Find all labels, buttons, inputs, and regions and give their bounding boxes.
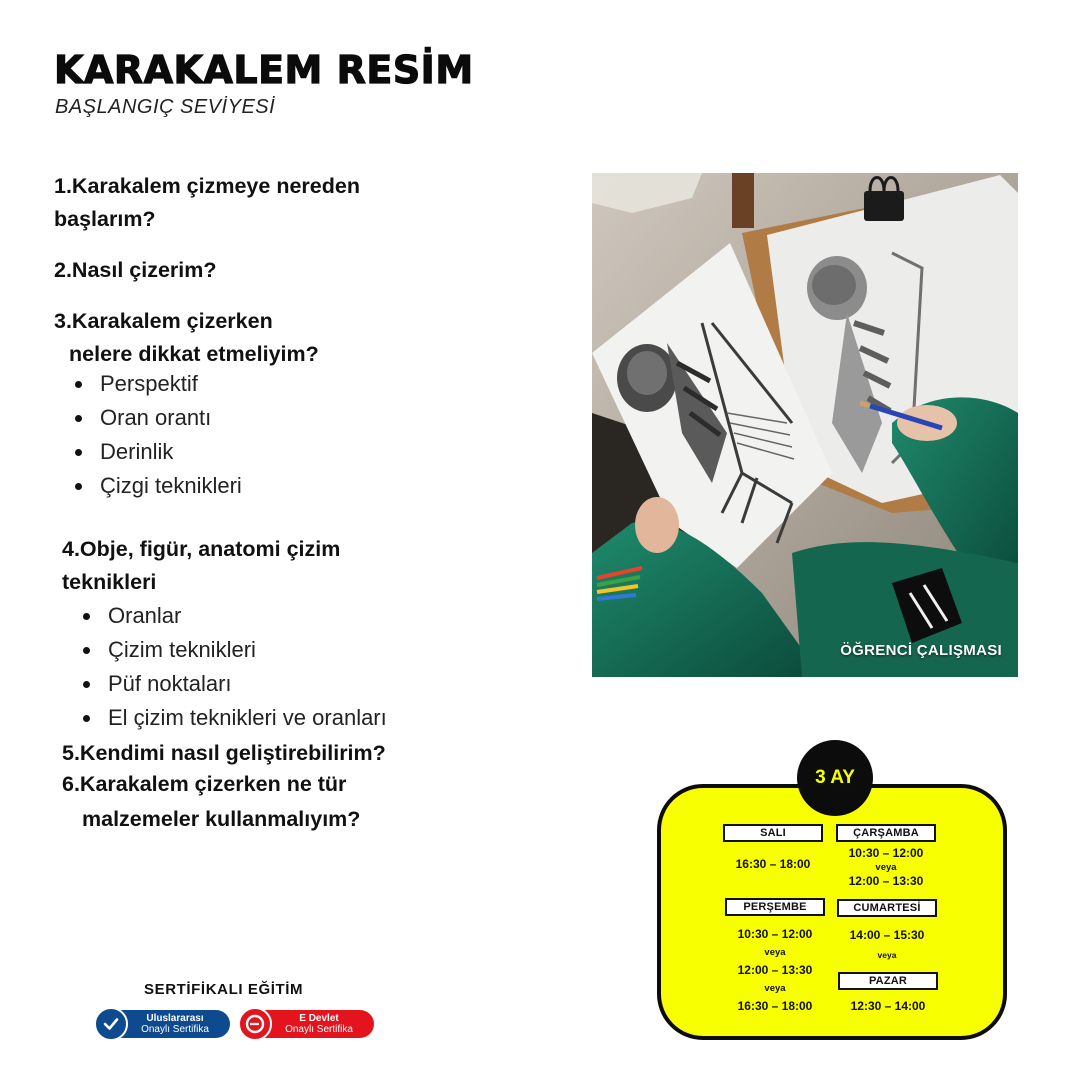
question-5 [62, 737, 386, 770]
edevlet-logo-icon [238, 1007, 272, 1041]
list-item: Çizgi teknikleri [73, 469, 242, 503]
page-title: KARAKALEM RESİM [54, 48, 474, 92]
time-carsamba-2: 12:00 – 13:30 [848, 874, 924, 888]
question-2-text: 2.Nasıl çizerim? [54, 258, 217, 282]
student-drawing-illustration [592, 173, 1018, 677]
student-work-photo [592, 173, 1018, 677]
question-6-line-1: 6.Karakalem çizerken ne tür [62, 772, 347, 796]
question-3-list [73, 367, 242, 503]
day-carsamba: ÇARŞAMBA [836, 824, 936, 842]
edevlet-certificate-line-1: E Devlet [299, 1013, 339, 1024]
time-persembe-1: 10:30 – 12:00 [737, 927, 813, 941]
question-3 [54, 305, 319, 371]
international-certificate-text [128, 1013, 230, 1035]
time-persembe-3: 16:30 – 18:00 [737, 999, 813, 1013]
time-carsamba-or: veya [875, 862, 897, 873]
question-3-line-1: 3.Karakalem çizerken [54, 309, 273, 333]
day-sali: SALI [723, 824, 823, 842]
checkmark-icon [94, 1007, 128, 1041]
international-certificate-line-1: Uluslararası [146, 1013, 204, 1024]
duration-badge: 3 AY [797, 740, 873, 816]
international-certificate-line-2: Onaylı Sertifika [141, 1024, 209, 1035]
question-1-line-2: başlarım? [54, 207, 156, 231]
day-cumartesi: CUMARTESİ [837, 899, 937, 917]
time-persembe-2: 12:00 – 13:30 [737, 963, 813, 977]
photo-caption: ÖĞRENCİ ÇALIŞMASI [840, 642, 1002, 659]
edevlet-certificate-text [272, 1013, 374, 1035]
question-4-line-1: 4.Obje, figür, anatomi çizim [62, 537, 341, 561]
question-3-line-2: nelere dikkat etmeliyim? [69, 342, 319, 366]
certificate-title: SERTİFİKALI EĞİTİM [144, 981, 304, 998]
question-6-line-2: malzemeler kullanmalıyım? [82, 807, 361, 831]
list-item: Perspektif [73, 367, 242, 401]
time-pazar: 12:30 – 14:00 [850, 999, 926, 1013]
list-item: El çizim teknikleri ve oranları [81, 701, 387, 735]
schedule-box [657, 784, 1007, 1040]
question-1 [54, 170, 360, 236]
time-sali: 16:30 – 18:00 [735, 857, 811, 871]
question-5-text: 5.Kendimi nasıl geliştirebilirim? [62, 741, 386, 765]
edevlet-certificate-line-2: Onaylı Sertifika [285, 1024, 353, 1035]
list-item: Derinlik [73, 435, 242, 469]
question-1-line-1: 1.Karakalem çizmeye nereden [54, 174, 360, 198]
international-certificate-badge [98, 1010, 230, 1038]
time-cumartesi-1: 14:00 – 15:30 [849, 928, 925, 942]
question-4-line-2: teknikleri [62, 570, 157, 594]
time-persembe-or-1: veya [764, 947, 786, 958]
time-carsamba-1: 10:30 – 12:00 [848, 846, 924, 860]
time-persembe-or-2: veya [764, 983, 786, 994]
question-6 [62, 768, 360, 836]
question-2 [54, 254, 217, 287]
edevlet-certificate-badge [242, 1010, 374, 1038]
list-item: Çizim teknikleri [81, 633, 387, 667]
day-pazar: PAZAR [838, 972, 938, 990]
list-item: Püf noktaları [81, 667, 387, 701]
question-4 [62, 533, 340, 599]
day-persembe: PERŞEMBE [725, 898, 825, 916]
time-cumartesi-or: veya [877, 950, 897, 960]
list-item: Oranlar [81, 599, 387, 633]
list-item: Oran orantı [73, 401, 242, 435]
page-subtitle: BAŞLANGIÇ SEVİYESİ [55, 96, 276, 118]
question-4-list [81, 599, 387, 735]
